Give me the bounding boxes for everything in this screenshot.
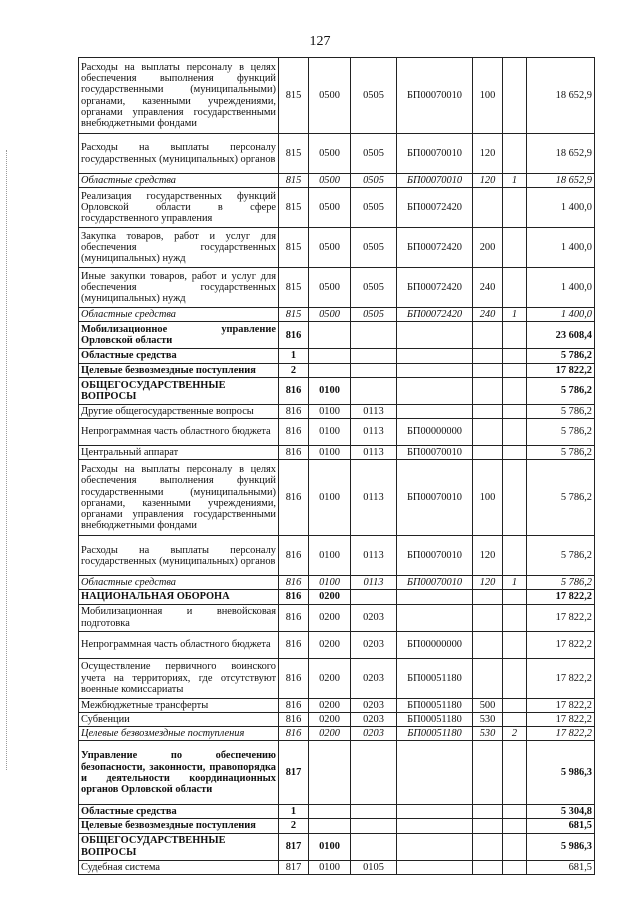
section-code-cell: 0100 — [309, 860, 351, 874]
table-row — [79, 590, 595, 604]
expense-type-cell — [473, 805, 503, 819]
row-name-cell: Мобилизационное управление Орловской области — [79, 322, 279, 349]
table-row — [79, 712, 595, 726]
subsection-code-cell: 0113 — [351, 576, 397, 590]
row-name-cell: Межбюджетные трансферты — [79, 698, 279, 712]
expense-type-cell — [473, 590, 503, 604]
row-name-cell: Мобилизационная и вневойсковая подготовка — [79, 604, 279, 631]
row-name-cell: Судебная система — [79, 860, 279, 874]
row-name-cell: Целевые безвозмездные поступления — [79, 363, 279, 377]
expense-type-cell: 530 — [473, 712, 503, 726]
section-code-cell: 0200 — [309, 658, 351, 698]
table-row — [79, 727, 595, 741]
section-code-cell: 0500 — [309, 134, 351, 174]
row-name-cell: Иные закупки товаров, работ и услуг для обеспечения государственных (муниципальных) нужд — [79, 268, 279, 308]
section-code-cell: 0100 — [309, 377, 351, 404]
source-cell — [503, 419, 527, 446]
target-article-cell — [397, 590, 473, 604]
section-code-cell: 0200 — [309, 631, 351, 658]
source-cell — [503, 819, 527, 833]
source-cell — [503, 349, 527, 363]
table-row — [79, 308, 595, 322]
ved-code-cell: 817 — [279, 860, 309, 874]
subsection-code-cell: 0113 — [351, 419, 397, 446]
section-code-cell: 0100 — [309, 446, 351, 460]
amount-cell: 5 786,2 — [527, 404, 595, 418]
source-cell — [503, 536, 527, 576]
ved-code-cell: 816 — [279, 460, 309, 536]
section-code-cell: 0100 — [309, 536, 351, 576]
source-cell: 1 — [503, 576, 527, 590]
ved-code-cell: 816 — [279, 658, 309, 698]
target-article-cell: БП00070010 — [397, 174, 473, 188]
row-name-cell: Реализация государственных функций Орловской области в сфере государственного управления — [79, 188, 279, 228]
subsection-code-cell: 0105 — [351, 860, 397, 874]
row-name-cell: Управление по обеспечению безопасности, законности, правопорядка и деятельности координационных органов Орловской области — [79, 741, 279, 805]
amount-cell: 5 986,3 — [527, 741, 595, 805]
budget-table-body — [79, 58, 595, 875]
target-article-cell: БП00070010 — [397, 576, 473, 590]
row-name-cell: Областные средства — [79, 308, 279, 322]
target-article-cell: БП00072420 — [397, 228, 473, 268]
table-row — [79, 363, 595, 377]
subsection-code-cell: 0203 — [351, 658, 397, 698]
target-article-cell — [397, 377, 473, 404]
subsection-code-cell — [351, 349, 397, 363]
row-name-cell: Областные средства — [79, 174, 279, 188]
ved-code-cell: 816 — [279, 727, 309, 741]
row-name-cell: Областные средства — [79, 576, 279, 590]
subsection-code-cell — [351, 322, 397, 349]
table-row — [79, 134, 595, 174]
subsection-code-cell: 0505 — [351, 58, 397, 134]
row-name-cell: ОБЩЕГОСУДАРСТВЕННЫЕ ВОПРОСЫ — [79, 377, 279, 404]
subsection-code-cell: 0505 — [351, 228, 397, 268]
section-code-cell: 0100 — [309, 460, 351, 536]
amount-cell: 17 822,2 — [527, 604, 595, 631]
section-code-cell: 0200 — [309, 698, 351, 712]
table-row — [79, 322, 595, 349]
row-name-cell: ОБЩЕГОСУДАРСТВЕННЫЕ ВОПРОСЫ — [79, 833, 279, 860]
row-name-cell: Расходы на выплаты персоналу государственных (муниципальных) органов — [79, 134, 279, 174]
target-article-cell: БП00070010 — [397, 58, 473, 134]
budget-table — [78, 57, 595, 875]
table-row — [79, 58, 595, 134]
subsection-code-cell: 0113 — [351, 536, 397, 576]
source-cell: 1 — [503, 308, 527, 322]
expense-type-cell: 240 — [473, 268, 503, 308]
expense-type-cell — [473, 349, 503, 363]
table-row — [79, 819, 595, 833]
section-code-cell: 0200 — [309, 604, 351, 631]
target-article-cell: БП00072420 — [397, 188, 473, 228]
section-code-cell: 0100 — [309, 419, 351, 446]
subsection-code-cell — [351, 363, 397, 377]
ved-code-cell: 2 — [279, 363, 309, 377]
table-row — [79, 698, 595, 712]
table-row — [79, 377, 595, 404]
source-cell — [503, 698, 527, 712]
row-name-cell: Непрограммная часть областного бюджета — [79, 631, 279, 658]
ved-code-cell: 816 — [279, 631, 309, 658]
table-row — [79, 860, 595, 874]
ved-code-cell: 816 — [279, 404, 309, 418]
ved-code-cell: 815 — [279, 58, 309, 134]
expense-type-cell — [473, 819, 503, 833]
target-article-cell: БП00051180 — [397, 658, 473, 698]
source-cell — [503, 322, 527, 349]
amount-cell: 5 786,2 — [527, 460, 595, 536]
subsection-code-cell: 0203 — [351, 604, 397, 631]
table-row — [79, 268, 595, 308]
table-row — [79, 536, 595, 576]
table-row — [79, 805, 595, 819]
amount-cell: 17 822,2 — [527, 631, 595, 658]
table-row — [79, 741, 595, 805]
ved-code-cell: 816 — [279, 419, 309, 446]
expense-type-cell: 500 — [473, 698, 503, 712]
target-article-cell — [397, 833, 473, 860]
target-article-cell — [397, 819, 473, 833]
expense-type-cell — [473, 833, 503, 860]
target-article-cell — [397, 741, 473, 805]
ved-code-cell: 815 — [279, 228, 309, 268]
amount-cell: 23 608,4 — [527, 322, 595, 349]
amount-cell: 681,5 — [527, 819, 595, 833]
row-name-cell: Субвенции — [79, 712, 279, 726]
section-code-cell: 0200 — [309, 712, 351, 726]
expense-type-cell — [473, 860, 503, 874]
target-article-cell: БП00070010 — [397, 536, 473, 576]
row-name-cell: Областные средства — [79, 349, 279, 363]
target-article-cell: БП00000000 — [397, 419, 473, 446]
source-cell — [503, 712, 527, 726]
expense-type-cell: 120 — [473, 536, 503, 576]
table-row — [79, 228, 595, 268]
table-row — [79, 188, 595, 228]
subsection-code-cell: 0505 — [351, 188, 397, 228]
ved-code-cell: 815 — [279, 268, 309, 308]
subsection-code-cell: 0505 — [351, 174, 397, 188]
target-article-cell: БП00070010 — [397, 134, 473, 174]
ved-code-cell: 816 — [279, 698, 309, 712]
subsection-code-cell: 0505 — [351, 268, 397, 308]
table-row — [79, 404, 595, 418]
table-row — [79, 833, 595, 860]
amount-cell: 1 400,0 — [527, 228, 595, 268]
ved-code-cell: 2 — [279, 819, 309, 833]
source-cell — [503, 134, 527, 174]
row-name-cell: Расходы на выплаты персоналу в целях обеспечения выполнения функций государственными (муниципальными) органами, казенными учреждениями, органами управления государственными внебюджетными фондами — [79, 460, 279, 536]
amount-cell: 5 986,3 — [527, 833, 595, 860]
expense-type-cell: 120 — [473, 576, 503, 590]
table-row — [79, 460, 595, 536]
ved-code-cell: 1 — [279, 805, 309, 819]
section-code-cell: 0100 — [309, 576, 351, 590]
row-name-cell: Осуществление первичного воинского учета на территориях, где отсутствуют военные комиссариаты — [79, 658, 279, 698]
ved-code-cell: 1 — [279, 349, 309, 363]
section-code-cell — [309, 741, 351, 805]
table-row — [79, 349, 595, 363]
target-article-cell — [397, 805, 473, 819]
row-name-cell: НАЦИОНАЛЬНАЯ ОБОРОНА — [79, 590, 279, 604]
source-cell — [503, 268, 527, 308]
amount-cell: 17 822,2 — [527, 727, 595, 741]
ved-code-cell: 816 — [279, 377, 309, 404]
source-cell: 1 — [503, 174, 527, 188]
expense-type-cell: 120 — [473, 134, 503, 174]
target-article-cell: БП00072420 — [397, 308, 473, 322]
source-cell: 2 — [503, 727, 527, 741]
section-code-cell: 0200 — [309, 590, 351, 604]
expense-type-cell — [473, 446, 503, 460]
ved-code-cell: 816 — [279, 576, 309, 590]
amount-cell: 18 652,9 — [527, 174, 595, 188]
row-name-cell: Целевые безвозмездные поступления — [79, 727, 279, 741]
table-row — [79, 631, 595, 658]
amount-cell: 17 822,2 — [527, 658, 595, 698]
section-code-cell — [309, 363, 351, 377]
subsection-code-cell: 0113 — [351, 446, 397, 460]
amount-cell: 1 400,0 — [527, 268, 595, 308]
source-cell — [503, 58, 527, 134]
target-article-cell — [397, 604, 473, 631]
row-name-cell: Центральный аппарат — [79, 446, 279, 460]
scan-edge-line — [6, 150, 8, 770]
ved-code-cell: 817 — [279, 741, 309, 805]
row-name-cell: Расходы на выплаты персоналу в целях обеспечения выполнения функций государственными (муниципальными) органами, казенными учреждениями, органами управления государственными внебюджетными фондами — [79, 58, 279, 134]
expense-type-cell — [473, 188, 503, 228]
row-name-cell: Непрограммная часть областного бюджета — [79, 419, 279, 446]
amount-cell: 5 786,2 — [527, 349, 595, 363]
subsection-code-cell — [351, 805, 397, 819]
source-cell — [503, 446, 527, 460]
target-article-cell: БП00051180 — [397, 727, 473, 741]
amount-cell: 17 822,2 — [527, 363, 595, 377]
target-article-cell — [397, 404, 473, 418]
source-cell — [503, 363, 527, 377]
subsection-code-cell: 0203 — [351, 712, 397, 726]
amount-cell: 1 400,0 — [527, 188, 595, 228]
source-cell — [503, 460, 527, 536]
expense-type-cell: 530 — [473, 727, 503, 741]
section-code-cell: 0500 — [309, 308, 351, 322]
amount-cell: 17 822,2 — [527, 698, 595, 712]
row-name-cell: Другие общегосударственные вопросы — [79, 404, 279, 418]
subsection-code-cell: 0505 — [351, 308, 397, 322]
expense-type-cell — [473, 404, 503, 418]
ved-code-cell: 815 — [279, 134, 309, 174]
source-cell — [503, 404, 527, 418]
ved-code-cell: 816 — [279, 536, 309, 576]
target-article-cell — [397, 322, 473, 349]
row-name-cell: Расходы на выплаты персоналу государственных (муниципальных) органов — [79, 536, 279, 576]
ved-code-cell: 816 — [279, 712, 309, 726]
target-article-cell — [397, 349, 473, 363]
table-row — [79, 576, 595, 590]
section-code-cell: 0500 — [309, 188, 351, 228]
section-code-cell — [309, 349, 351, 363]
section-code-cell — [309, 805, 351, 819]
section-code-cell: 0100 — [309, 404, 351, 418]
ved-code-cell: 815 — [279, 174, 309, 188]
source-cell — [503, 188, 527, 228]
expense-type-cell — [473, 363, 503, 377]
subsection-code-cell — [351, 590, 397, 604]
source-cell — [503, 228, 527, 268]
row-name-cell: Целевые безвозмездные поступления — [79, 819, 279, 833]
subsection-code-cell: 0113 — [351, 404, 397, 418]
subsection-code-cell — [351, 377, 397, 404]
expense-type-cell: 240 — [473, 308, 503, 322]
amount-cell: 5 786,2 — [527, 446, 595, 460]
section-code-cell: 0200 — [309, 727, 351, 741]
amount-cell: 681,5 — [527, 860, 595, 874]
source-cell — [503, 590, 527, 604]
section-code-cell: 0100 — [309, 833, 351, 860]
expense-type-cell — [473, 604, 503, 631]
row-name-cell: Закупка товаров, работ и услуг для обеспечения государственных (муниципальных) нужд — [79, 228, 279, 268]
amount-cell: 17 822,2 — [527, 712, 595, 726]
expense-type-cell — [473, 377, 503, 404]
source-cell — [503, 604, 527, 631]
expense-type-cell — [473, 631, 503, 658]
target-article-cell: БП00072420 — [397, 268, 473, 308]
ved-code-cell: 816 — [279, 446, 309, 460]
amount-cell: 5 786,2 — [527, 536, 595, 576]
row-name-cell: Областные средства — [79, 805, 279, 819]
ved-code-cell: 816 — [279, 590, 309, 604]
table-row — [79, 604, 595, 631]
source-cell — [503, 631, 527, 658]
section-code-cell: 0500 — [309, 268, 351, 308]
subsection-code-cell — [351, 741, 397, 805]
ved-code-cell: 816 — [279, 322, 309, 349]
table-row — [79, 419, 595, 446]
expense-type-cell — [473, 322, 503, 349]
target-article-cell: БП00070010 — [397, 460, 473, 536]
section-code-cell — [309, 322, 351, 349]
amount-cell: 17 822,2 — [527, 590, 595, 604]
subsection-code-cell — [351, 819, 397, 833]
ved-code-cell: 817 — [279, 833, 309, 860]
target-article-cell — [397, 860, 473, 874]
amount-cell: 5 786,2 — [527, 419, 595, 446]
target-article-cell: БП00051180 — [397, 698, 473, 712]
subsection-code-cell: 0203 — [351, 727, 397, 741]
section-code-cell — [309, 819, 351, 833]
source-cell — [503, 741, 527, 805]
source-cell — [503, 805, 527, 819]
amount-cell: 18 652,9 — [527, 58, 595, 134]
section-code-cell: 0500 — [309, 174, 351, 188]
expense-type-cell: 200 — [473, 228, 503, 268]
source-cell — [503, 377, 527, 404]
target-article-cell: БП00051180 — [397, 712, 473, 726]
subsection-code-cell: 0505 — [351, 134, 397, 174]
expense-type-cell: 100 — [473, 460, 503, 536]
ved-code-cell: 815 — [279, 188, 309, 228]
target-article-cell: БП00000000 — [397, 631, 473, 658]
page-number: 127 — [309, 34, 331, 49]
table-row — [79, 446, 595, 460]
source-cell — [503, 833, 527, 860]
ved-code-cell: 815 — [279, 308, 309, 322]
expense-type-cell — [473, 658, 503, 698]
expense-type-cell — [473, 741, 503, 805]
ved-code-cell: 816 — [279, 604, 309, 631]
expense-type-cell: 100 — [473, 58, 503, 134]
amount-cell: 5 304,8 — [527, 805, 595, 819]
expense-type-cell: 120 — [473, 174, 503, 188]
target-article-cell: БП00070010 — [397, 446, 473, 460]
amount-cell: 18 652,9 — [527, 134, 595, 174]
target-article-cell — [397, 363, 473, 377]
expense-type-cell — [473, 419, 503, 446]
source-cell — [503, 658, 527, 698]
amount-cell: 5 786,2 — [527, 377, 595, 404]
table-row — [79, 658, 595, 698]
subsection-code-cell: 0113 — [351, 460, 397, 536]
subsection-code-cell — [351, 833, 397, 860]
amount-cell: 1 400,0 — [527, 308, 595, 322]
section-code-cell: 0500 — [309, 228, 351, 268]
subsection-code-cell: 0203 — [351, 631, 397, 658]
table-row — [79, 174, 595, 188]
section-code-cell: 0500 — [309, 58, 351, 134]
amount-cell: 5 786,2 — [527, 576, 595, 590]
subsection-code-cell: 0203 — [351, 698, 397, 712]
source-cell — [503, 860, 527, 874]
